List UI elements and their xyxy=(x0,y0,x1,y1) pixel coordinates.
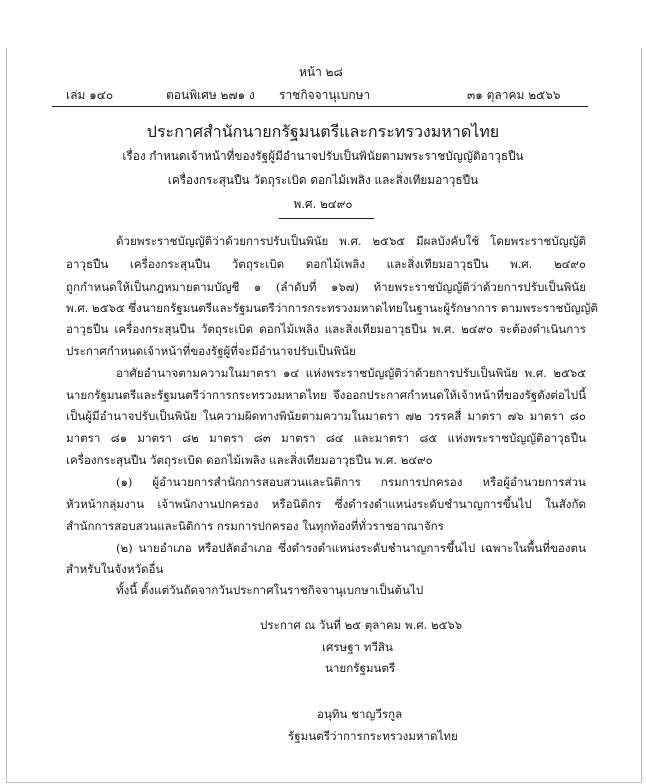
signatory-name: เศรษฐา ทวีสิน xyxy=(322,640,393,654)
signatory-position: นายกรัฐมนตรี xyxy=(325,661,396,675)
body-line: ด้วยพระราชบัญญัติว่าด้วยการปรับเป็นพินัย พ.ศ. ๒๕๖๕ มีผลบังคับใช้ โดยพระราชบัญญัติ xyxy=(116,234,586,248)
list-item-line: สำนักการสอบสวนและนิติการ กรมการปกครอง ในทุกท้องที่ทั่วราชอาณาจักร xyxy=(66,519,444,533)
body-line: เครื่องกระสุนปืน วัตถุระเบิด ดอกไม้เพลิง และสิ่งเทียมอาวุธปืน พ.ศ. ๒๔๙๐ xyxy=(66,453,433,467)
header-rule xyxy=(52,106,588,107)
issue-number: ตอนพิเศษ ๒๗๑ ง xyxy=(166,88,255,102)
subject-line: เครื่องกระสุนปืน วัตถุระเบิด ดอกไม้เพลิง และสิ่งเทียมอาวุธปืน xyxy=(167,173,479,187)
subject-line: พ.ศ. ๒๔๙๐ xyxy=(293,197,353,211)
body-line: มาตรา ๘๑ มาตรา ๘๒ มาตรา ๘๓ มาตรา ๘๔ และมาตรา ๘๕ แห่งพระราชบัญญัติอาวุธปืน xyxy=(66,431,586,445)
gazette-name: ราชกิจจานุเบกษา xyxy=(279,88,371,102)
list-item-line: (๒) นายอำเภอ หรือปลัดอำเภอ ซึ่งดำรงตำแหน่งระดับชำนาญการขึ้นไป เฉพาะในพื้นที่ของตน xyxy=(116,541,586,555)
document-title: ประกาศสำนักนายกรัฐมนตรีและกระทรวงมหาดไทย xyxy=(146,122,500,141)
body-line: พ.ศ. ๒๕๖๕ ซึ่งนายกรัฐมนตรีและรัฐมนตรีว่าการกระทรวงมหาดไทยในฐานะผู้รักษาการ ตามพระราชบัญญัติ xyxy=(66,301,598,315)
body-line: อาวุธปืน เครื่องกระสุนปืน วัตถุระเบิด ดอกไม้เพลิง และสิ่งเทียมอาวุธปืน พ.ศ. ๒๔๙๐ จะต้องดำเนินการ xyxy=(66,322,586,336)
body-line: อาศัยอำนาจตามความในมาตรา ๑๔ แห่งพระราชบัญญัติว่าด้วยการปรับเป็นพินัย พ.ศ. ๒๕๖๕ xyxy=(116,366,586,380)
volume-number: เล่ม ๑๔๐ xyxy=(66,88,114,102)
signatory-name: อนุทิน ชาญวีรกูล xyxy=(317,707,403,721)
effective-clause: ทั้งนี้ ตั้งแต่วันถัดจากวันประกาศในราชกิจจานุเบกษาเป็นต้นไป xyxy=(116,583,424,597)
page-number: หน้า ๒๘ xyxy=(299,65,343,79)
title-underline xyxy=(279,218,374,219)
list-item-line: (๑) ผู้อำนวยการสำนักการสอบสวนและนิติการ กรมการปกครอง หรือผู้อำนวยการส่วน xyxy=(116,475,586,489)
subject-line: เรื่อง กำหนดเจ้าหน้าที่ของรัฐผู้มีอำนาจปรับเป็นพินัยตามพระราชบัญญัติอาวุธปืน xyxy=(122,149,524,163)
body-line: ประกาศกำหนดเจ้าหน้าที่ของรัฐผู้ที่จะมีอำนาจปรับเป็นพินัย xyxy=(66,344,356,358)
signatory-position: รัฐมนตรีว่าการกระทรวงมหาดไทย xyxy=(288,729,458,743)
list-item-line: หัวหน้ากลุ่มงาน เจ้าพนักงานปกครอง หรือนิติกร ซึ่งดำรงตำแหน่งระดับชำนาญการขึ้นไป ในสังกัด xyxy=(66,497,586,511)
announcement-date: ประกาศ ณ วันที่ ๒๕ ตุลาคม พ.ศ. ๒๕๖๖ xyxy=(260,618,463,632)
body-line: ถูกกำหนดให้เป็นกฎหมายตามบัญชี ๑ (ลำดับที่ ๑๖๗) ท้ายพระราชบัญญัติว่าด้วยการปรับเป็นพินัย xyxy=(66,280,586,294)
body-line: เป็นผู้มีอำนาจปรับเป็นพินัย ในความผิดทางพินัยตามความในมาตรา ๗๒ วรรคสี่ มาตรา ๗๖ มาตรา ๘๐ xyxy=(66,409,586,423)
list-item-line: สำหรับในจังหวัดอื่น xyxy=(66,562,164,576)
body-line: นายกรัฐมนตรีและรัฐมนตรีว่าการกระทรวงมหาดไทย จึงออกประกาศกำหนดให้เจ้าหน้าที่ของรัฐดังต่อไปนี้ xyxy=(66,388,586,402)
body-line: อาวุธปืน เครื่องกระสุนปืน วัตถุระเบิด ดอกไม้เพลิง และสิ่งเทียมอาวุธปืน พ.ศ. ๒๔๙๐ xyxy=(66,257,586,271)
gazette-date: ๓๑ ตุลาคม ๒๕๖๖ xyxy=(467,88,561,102)
